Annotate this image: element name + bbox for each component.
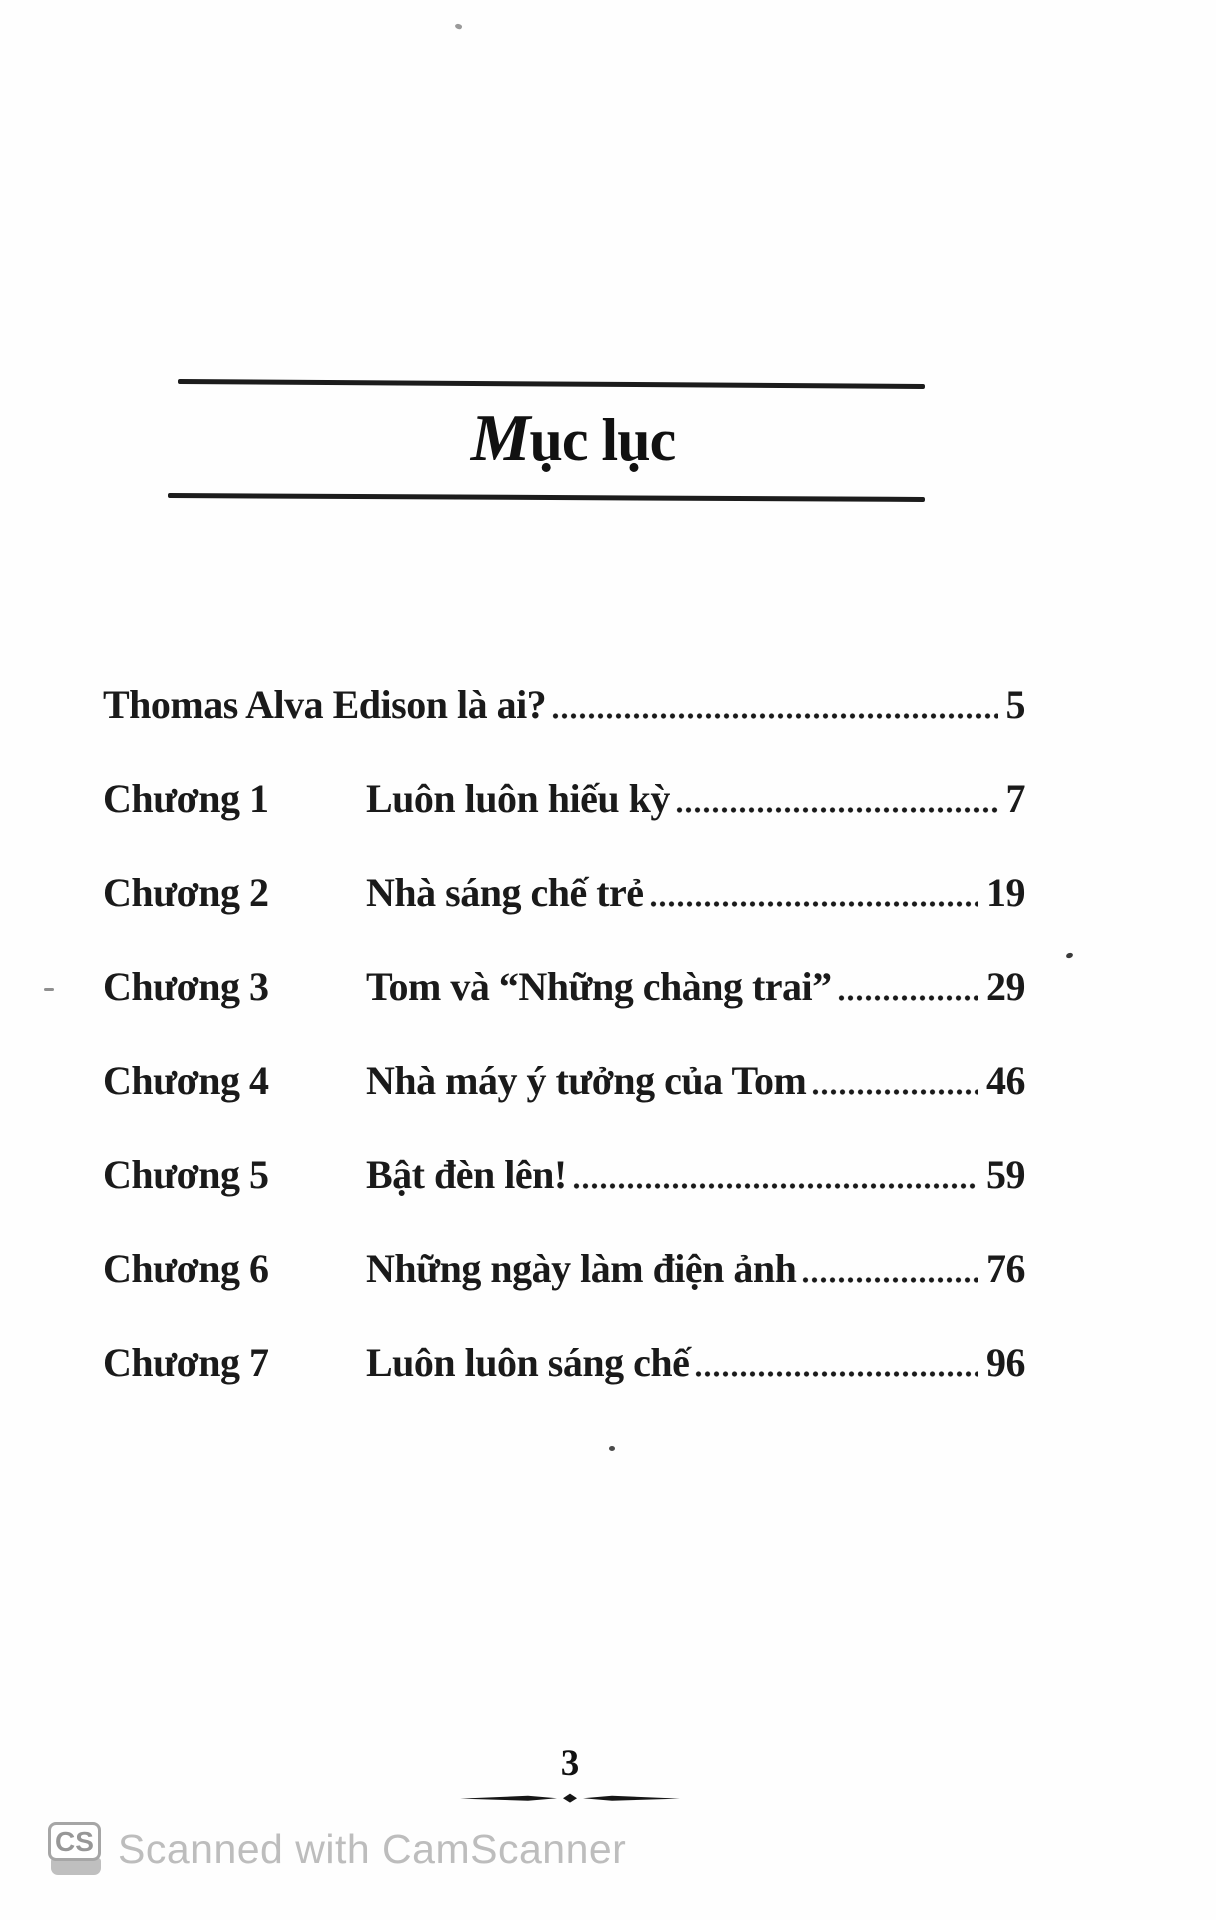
leader-dots — [551, 711, 997, 721]
toc-chapter-label: Chương 5 — [103, 1152, 269, 1197]
toc-row — [103, 658, 1025, 752]
title-rule-bottom — [168, 493, 925, 501]
folio-page-number: 3 — [560, 1743, 580, 1784]
toc-chapter-label: Chương 3 — [103, 964, 269, 1009]
toc-row — [103, 752, 1025, 846]
toc-entry-title: Luôn luôn sáng chế — [366, 1340, 690, 1385]
scan-speck — [609, 1446, 615, 1451]
toc-page-number: 46 — [986, 1058, 1025, 1103]
leader-dots — [837, 993, 978, 1003]
toc-page-number: 7 — [1005, 776, 1025, 821]
page-title: Mục lục — [470, 400, 676, 475]
camscanner-watermark-text: Scanned with CamScanner — [118, 1826, 627, 1872]
folio-ornament-divider — [460, 1790, 680, 1806]
toc-entry-title: Luôn luôn hiếu kỳ — [366, 776, 670, 821]
toc-entry-title: Những ngày làm điện ảnh — [366, 1246, 797, 1291]
toc-entry-title: Tom và “Những chàng trai” — [366, 964, 832, 1009]
table-of-contents — [103, 658, 1025, 1410]
toc-entry-title: Bật đèn lên! — [366, 1152, 567, 1197]
leader-dots — [801, 1275, 978, 1285]
toc-entry-title: Nhà máy ý tưởng của Tom — [366, 1058, 807, 1103]
leader-dots — [649, 899, 978, 909]
scan-speck — [454, 23, 462, 30]
scan-speck — [44, 988, 54, 991]
leader-dots — [694, 1369, 978, 1379]
camscanner-logo — [48, 1822, 104, 1875]
toc-page-number: 76 — [986, 1246, 1025, 1291]
camscanner-logo-text: CS — [55, 1825, 94, 1857]
toc-row — [103, 1316, 1025, 1410]
toc-row — [103, 940, 1025, 1034]
leader-dots — [811, 1087, 978, 1097]
toc-row — [103, 1034, 1025, 1128]
scan-speck — [1065, 952, 1073, 959]
toc-page-number: 29 — [986, 964, 1025, 1009]
toc-row — [103, 846, 1025, 940]
toc-row — [103, 1222, 1025, 1316]
toc-page-number: 59 — [986, 1152, 1025, 1197]
toc-chapter-label: Chương 6 — [103, 1246, 269, 1291]
leader-dots — [572, 1181, 978, 1191]
leader-dots — [675, 805, 998, 815]
toc-entry-title: Thomas Alva Edison là ai? — [103, 682, 547, 727]
toc-entry-title: Nhà sáng chế trẻ — [366, 870, 644, 915]
camscanner-logo-box — [48, 1822, 101, 1861]
toc-chapter-label: Chương 7 — [103, 1340, 269, 1385]
title-rule-top — [178, 379, 925, 388]
toc-page-number: 96 — [986, 1340, 1025, 1385]
toc-chapter-label: Chương 4 — [103, 1058, 269, 1103]
toc-chapter-label: Chương 2 — [103, 870, 269, 915]
toc-chapter-label: Chương 1 — [103, 776, 269, 821]
toc-page-number: 19 — [986, 870, 1025, 915]
toc-row — [103, 1128, 1025, 1222]
toc-page-number: 5 — [1005, 682, 1025, 727]
